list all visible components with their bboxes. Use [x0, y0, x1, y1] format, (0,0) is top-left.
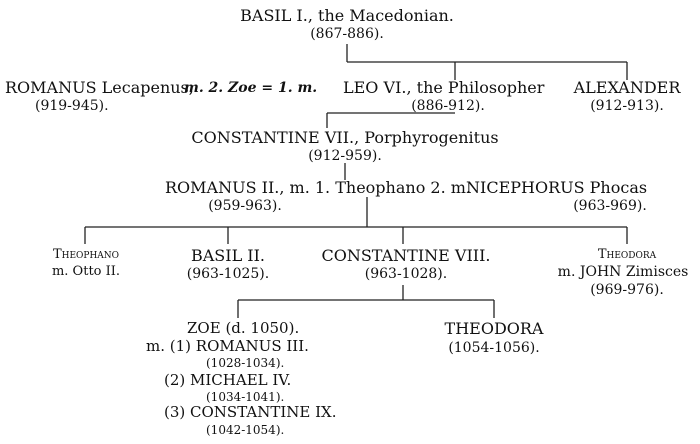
alexander-name: ALEXANDER	[573, 78, 681, 97]
constantine8-name: CONSTANTINE VIII.	[321, 246, 491, 265]
romanus-lecapenus-marriage: m. 2. Zoe = 1. m.	[184, 80, 318, 96]
romanus2-name: ROMANUS II., m. 1. Theophano 2. m.	[165, 178, 472, 197]
romanus-lecapenus-name: ROMANUS Lecapenus,	[5, 78, 194, 97]
theodora-sister-dates: (969-976).	[590, 282, 664, 298]
zoe-husband-3: (3) CONSTANTINE IX.	[164, 403, 337, 421]
basil2-dates: (963-1025).	[186, 266, 270, 282]
theodora-sister-spouse: m. JOHN Zimisces	[557, 264, 689, 280]
zoe-husband-2: (2) MICHAEL IV.	[164, 371, 292, 389]
romanus2-dates: (959-963).	[208, 198, 282, 214]
basil1-dates: (867-886).	[310, 26, 384, 42]
zoe-husband-1-dates: (1028-1034).	[206, 356, 285, 370]
basil1-name: BASIL I., the Macedonian.	[240, 6, 454, 25]
leo6-dates: (886-912).	[411, 98, 485, 114]
zoe-husband-2-dates: (1034-1041).	[206, 390, 285, 404]
basil2-name: BASIL II.	[190, 246, 266, 265]
nicephorus-dates: (963-969).	[573, 198, 647, 214]
theophano-name: Theophano	[52, 247, 120, 262]
leo6-name: LEO VI., the Philosopher	[343, 78, 545, 97]
zoe-husband-3-dates: (1042-1054).	[206, 423, 285, 437]
alexander-dates: (912-913).	[590, 98, 664, 114]
zoe-name: ZOE (d. 1050).	[187, 319, 300, 337]
theodora-sister-name: Theodora	[597, 247, 657, 262]
constantine7-dates: (912-959).	[308, 148, 382, 164]
zoe-husband-1: m. (1) ROMANUS III.	[146, 337, 309, 355]
theodora-empress-dates: (1054-1056).	[448, 340, 540, 356]
constantine7-name: CONSTANTINE VII., Porphyrogenitus	[191, 128, 499, 147]
nicephorus-name: NICEPHORUS Phocas	[466, 178, 648, 197]
romanus-lecapenus-dates: (919-945).	[35, 98, 109, 114]
theodora-empress-name: THEODORA	[444, 319, 544, 338]
constantine8-dates: (963-1028).	[364, 266, 448, 282]
theophano-spouse: m. Otto II.	[51, 264, 121, 279]
